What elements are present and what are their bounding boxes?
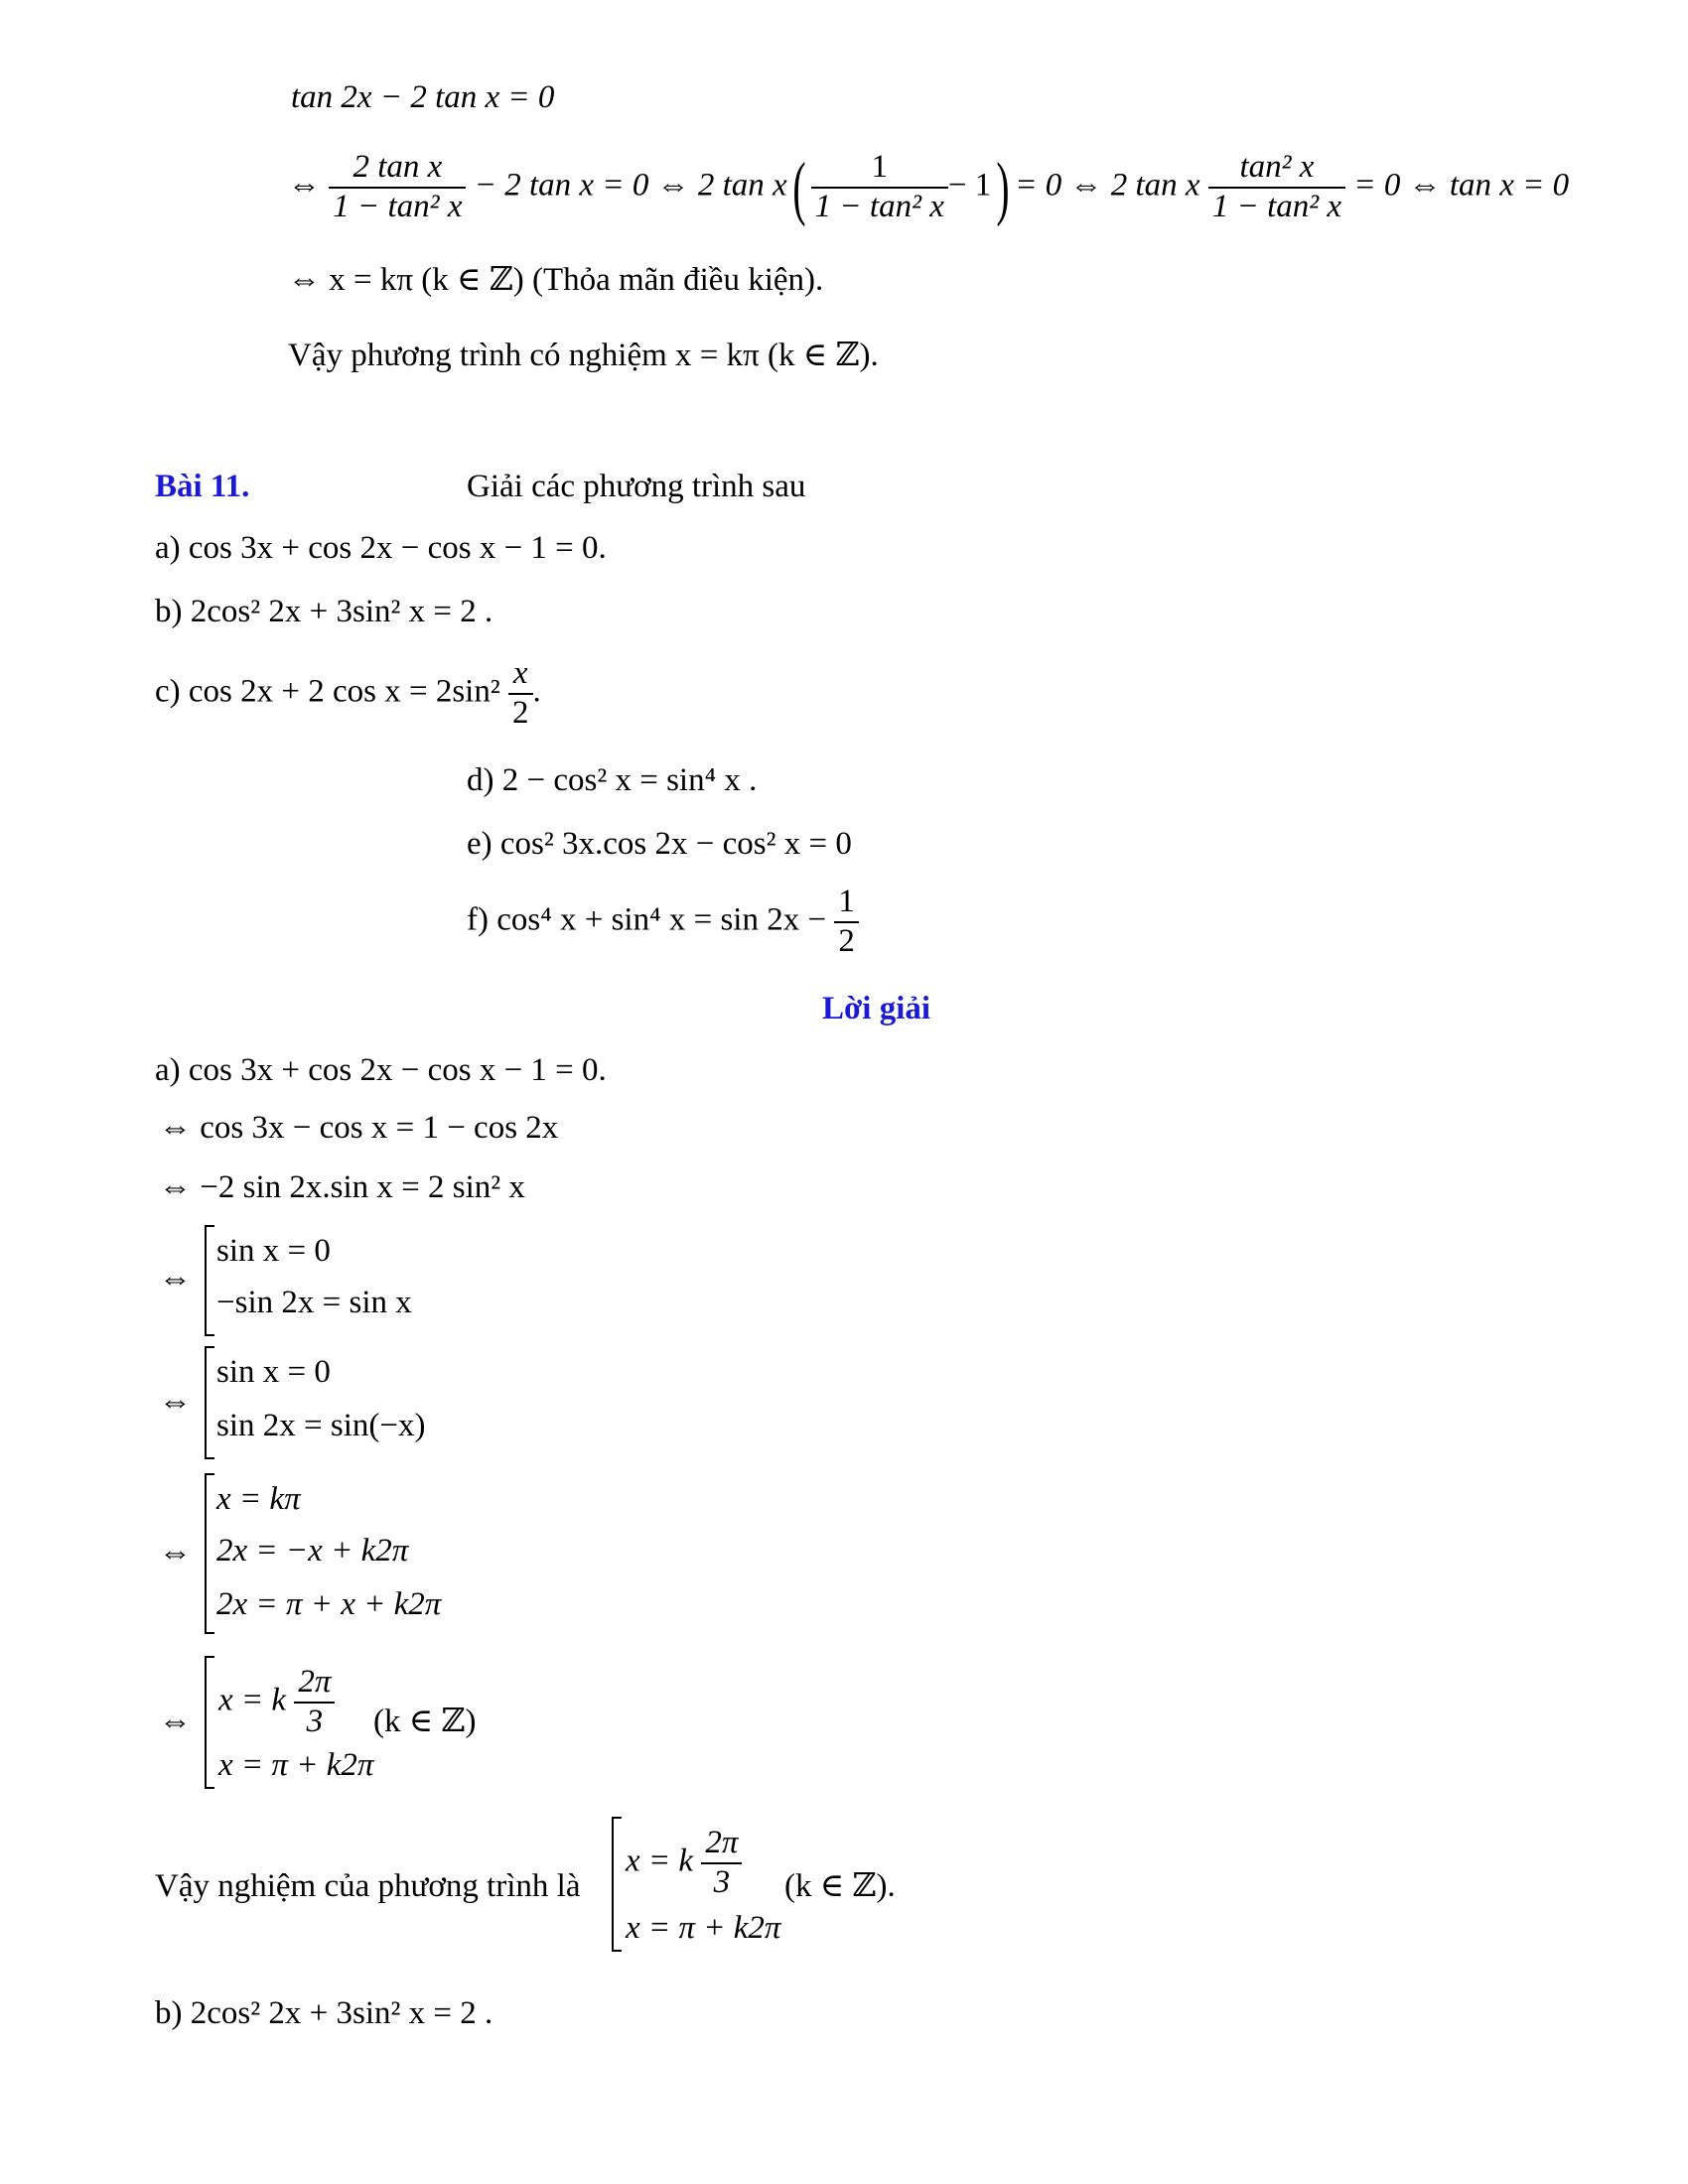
expression: .: [532, 673, 541, 710]
fraction: [811, 149, 948, 226]
denominator: 1 − tan² x: [811, 187, 948, 226]
denominator: 3: [294, 1702, 335, 1741]
eq-line-2: [288, 149, 1569, 226]
equiv-symbol: ⇔: [159, 1535, 192, 1570]
system-line: sin x = 0: [216, 1354, 331, 1390]
fraction: [701, 1825, 742, 1902]
denominator: 1 − tan² x: [329, 187, 466, 226]
denominator: 3: [701, 1862, 742, 1902]
problem-e: e) cos² 3x.cos 2x − cos² x = 0: [467, 826, 852, 862]
problem-d: d) 2 − cos² x = sin⁴ x .: [467, 762, 758, 798]
open-paren: (: [792, 147, 806, 227]
condition: (k ∈ ℤ).: [784, 1868, 896, 1904]
equiv-symbol: ⇔: [159, 1384, 192, 1420]
expression: x = k: [626, 1843, 694, 1879]
conclusion-line: x = π + k2π: [626, 1910, 781, 1946]
problem-c: [155, 655, 541, 733]
fraction: [1208, 149, 1345, 226]
expression: f) cos⁴ x + sin⁴ x = sin 2x −: [467, 901, 827, 938]
problem-title: Giải các phương trình sau: [467, 469, 806, 504]
numerator: 2π: [705, 1825, 739, 1860]
expression: c) cos 2x + 2 cos x = 2sin²: [155, 673, 500, 710]
equiv-symbol: ⇔: [159, 1704, 192, 1739]
bracket: [205, 1473, 214, 1634]
problem-f: [467, 884, 859, 961]
numerator: 1: [838, 884, 855, 919]
bracket: [205, 1656, 214, 1789]
conclusion-text: Vậy nghiệm của phương trình là: [155, 1868, 581, 1904]
system-line: [218, 1664, 335, 1741]
numerator: tan² x: [1239, 149, 1315, 185]
numerator: 2 tan x: [352, 149, 443, 185]
fraction: [329, 149, 466, 226]
solution-step-2: ⇔ −2 sin 2x.sin x = 2 sin² x: [159, 1169, 525, 1205]
system-line: x = π + k2π: [218, 1747, 374, 1783]
conclusion-line: Vậy phương trình có nghiệm x = kπ (k ∈ ℤ).: [288, 338, 879, 373]
system-line: x = kπ: [216, 1481, 301, 1517]
fraction: [294, 1664, 335, 1741]
solution-heading: Lời giải: [822, 991, 931, 1026]
system-line: −sin 2x = sin x: [216, 1285, 412, 1320]
denominator: 2: [834, 921, 859, 961]
denominator: 1 − tan² x: [1208, 187, 1345, 226]
system-line: 2x = π + x + k2π: [216, 1586, 442, 1622]
system-line: sin 2x = sin(−x): [216, 1408, 426, 1443]
condition: (k ∈ ℤ): [373, 1704, 477, 1739]
system-line: sin x = 0: [216, 1233, 331, 1269]
equiv-symbol: ⇔: [159, 1261, 192, 1297]
problem-b: b) 2cos² 2x + 3sin² x = 2 .: [155, 594, 493, 629]
bracket: [205, 1346, 214, 1459]
denominator: 2: [508, 693, 533, 733]
bracket: [205, 1225, 214, 1336]
expression: x = k: [218, 1682, 287, 1718]
fraction: [508, 655, 533, 733]
numerator: x: [512, 655, 528, 691]
expression: − 1: [947, 167, 992, 204]
fraction: [834, 884, 859, 961]
eq-line-3: ⇔ x = kπ (k ∈ ℤ) (Thỏa mãn điều kiện).: [288, 262, 824, 298]
solution-a-head: a) cos 3x + cos 2x − cos x − 1 = 0.: [155, 1052, 607, 1088]
bracket: [612, 1817, 622, 1952]
solution-step-1: ⇔ cos 3x − cos x = 1 − cos 2x: [159, 1110, 559, 1146]
equiv-symbol: ⇔: [288, 167, 321, 204]
system-line: 2x = −x + k2π: [216, 1533, 409, 1569]
numerator: 1: [871, 149, 888, 185]
solution-b-head: b) 2cos² 2x + 3sin² x = 2 .: [155, 1995, 493, 2031]
expression: = 0 ⇔ tan x = 0: [1353, 167, 1570, 204]
conclusion-line: [626, 1825, 742, 1902]
eq-line-1: tan 2x − 2 tan x = 0: [291, 79, 555, 115]
expression: = 0 ⇔ 2 tan x: [1015, 167, 1200, 204]
close-paren: ): [996, 147, 1010, 227]
expression: − 2 tan x = 0 ⇔ 2 tan x: [474, 167, 787, 204]
problem-a: a) cos 3x + cos 2x − cos x − 1 = 0.: [155, 530, 607, 566]
numerator: 2π: [298, 1664, 332, 1700]
problem-label: Bài 11.: [155, 469, 250, 504]
